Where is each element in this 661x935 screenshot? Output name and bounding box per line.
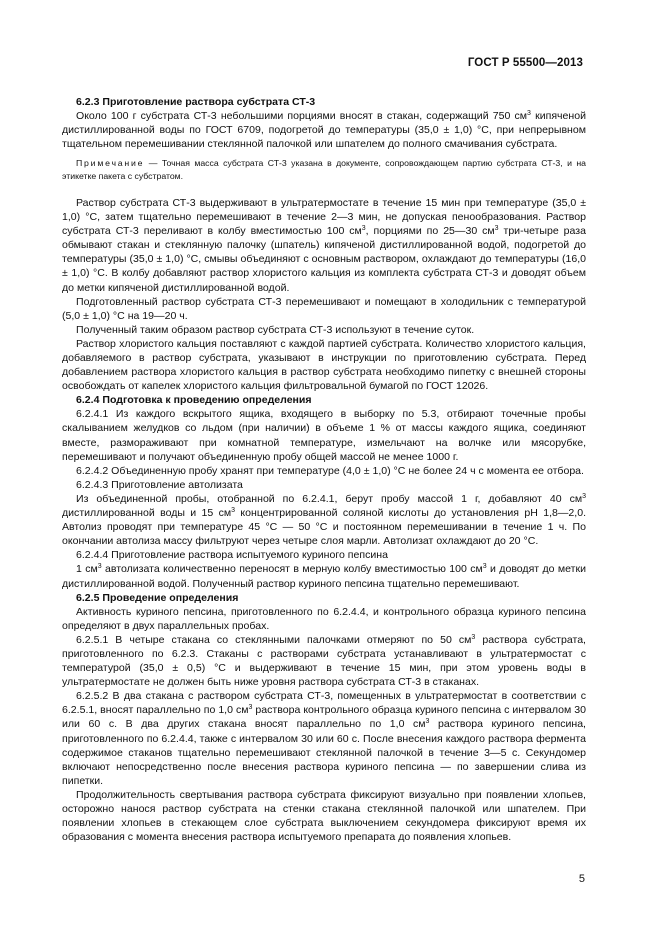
text-run: три-четыре раза обмывают стакан и стеклянную палочку (шпатель) кипяченой дистиллированной водой, подогретой до температуры (35,0 ± 1,0) °С, смывы объединяют с основным раствором, охлаждают до температуры (16,0 ± 1,0) °С. В колбу добавляют раствор хлористого кальция из комплекта субстрата СТ-3 и доводят объем до метки кипяченой дистиллированной водой. — [62, 225, 586, 294]
body-paragraph — [62, 562, 586, 590]
body-paragraph — [62, 464, 586, 478]
text-run: Около 100 г субстрата СТ-3 небольшими порциями вносят в стакан, содержащий 750 см — [76, 110, 528, 123]
unit-superscript: 3 — [361, 225, 366, 233]
body-paragraph — [62, 337, 586, 393]
text-run: дистиллированной воды и 15 см — [62, 507, 232, 520]
body-paragraph — [62, 407, 586, 463]
body-paragraph — [62, 492, 586, 548]
text-run: раствора субстрата, приготовленного по 6.2.3. Стаканы с растворами субстрата устанавливают в ультратермостат с температурой (35,0 ± 0,5) °С и выдерживают в течение 15 мин, при этом уровень воды в ультратермостате не должен быть ниже уровня раствора субстрата СТ-3 в стаканах. — [62, 633, 586, 689]
page-number: 5 — [578, 873, 585, 885]
body-paragraph — [62, 323, 586, 337]
text-run: 6.2.4.3 Приготовление автолизата — [76, 478, 243, 491]
section-heading: 6.2.5 Проведение определения — [76, 591, 239, 604]
text-run: 6.2.4.1 Из каждого вскрытого ящика, входящего в выборку по 5.3, отбирают точечные пробы скалыванием желудков со льдом (при наличии) в объеме 1 % от массы каждого ящика, соединяют вместе, размораживают при комнатной температуре, измельчают на волчке или мясорубке, перемешивают и получают объединенную пробу общей массой не менее 1000 г. — [62, 408, 586, 463]
body-paragraph — [62, 788, 586, 844]
unit-superscript: 3 — [494, 225, 499, 233]
document-body — [62, 95, 586, 844]
text-run: Подготовленный раствор субстрата СТ-3 перемешивают и помещают в холодильник с температурой (5,0 ± 1,0) °С на 19—20 ч. — [62, 295, 586, 322]
text-run: кипяченой дистиллированной воды по ГОСТ 6709, подогретой до температуры (35,0 ± 1,0) °С, при непрерывном тщательном перемешивании стеклянной палочкой или шпателем до полного смачивания субстрата. — [62, 110, 586, 151]
text-run: 1 см — [76, 563, 98, 576]
text-run: Продолжительность свертывания раствора субстрата фиксируют визуально при появлении хлопьев, осторожно нанося раствор субстрата на стенки стакана стеклянной палочкой или шпателем. При появлении хлопьев в стекающем слое субстрата выключением секундомера фиксируют время их образования с момента внесения раствора испытуемого препарата до появления хлопьев. — [62, 788, 586, 844]
note-label: Примечание — [76, 158, 145, 169]
text-run: Раствор субстрата СТ-3 выдерживают в ультратермостате в течение 15 мин при температуре (35,0 ± 1,0) °С, затем тщательно перемешивают в течение 2—3 мин, не допуская пенообразования. Раствор субстрата СТ-3 переливают в колбу вместимостью 100 см — [62, 196, 586, 238]
unit-superscript: 3 — [582, 492, 586, 500]
text-run: Активность куриного пепсина, приготовленного по 6.2.4.4, и контрольного образца куриного пепсина определяют в двух параллельных пробах. — [62, 605, 586, 632]
text-run: раствора контрольного образца куриного пепсина с интервалом 30 или 60 с. В два других стакана вносят параллельно по 1,0 см — [62, 704, 586, 731]
text-run: автолизата количественно переносят в мерную колбу вместимостью 100 см — [101, 563, 483, 576]
unit-superscript: 3 — [471, 633, 476, 641]
unit-superscript: 3 — [425, 718, 430, 726]
body-paragraph — [62, 689, 586, 788]
note-text: — Точная масса субстрата СТ-3 указана в документе, сопровождающем партию субстрата СТ-3, и на этикетке пакета с субстратом. — [62, 158, 586, 182]
unit-superscript: 3 — [97, 563, 102, 571]
body-paragraph — [62, 605, 586, 633]
text-run: 6.2.4.4 Приготовление раствора испытуемого куриного пепсина — [76, 549, 388, 562]
text-run: 6.2.5.2 В два стакана с раствором субстрата СТ-3, помещенных в ультратермостат в соответствии с 6.2.5.1, вносят параллельно по 1,0 см — [62, 690, 586, 717]
body-paragraph — [62, 295, 586, 323]
body-paragraph — [62, 109, 586, 151]
body-paragraph — [62, 548, 586, 562]
text-run: раствора куриного пепсина, приготовленного по 6.2.4.4, также с интервалом 30 или 60 с. После внесения каждого раствора фермента содержимое стаканов тщательно перемешивают стеклянной палочкой в течение 3—5 с. Секундомер включают непосредственно после внесения раствора куриного пепсина — по завершении слива из пипетки. — [62, 718, 586, 787]
text-run: 6.2.5.1 В четыре стакана со стеклянными палочками отмеряют по 50 см — [76, 633, 472, 646]
body-paragraph — [62, 196, 586, 295]
unit-superscript: 3 — [482, 563, 487, 571]
text-run: Полученный таким образом раствор субстрата СТ-3 используют в течение суток. — [76, 323, 475, 336]
text-run: Из объединенной пробы, отобранной по 6.2.4.1, берут пробу массой 1 г, добавляют 40 см — [76, 492, 583, 505]
text-run: , порциями по 25—30 см — [365, 225, 495, 238]
text-run: концентрированной соляной кислоты до установления рН 1,8—2,0. Автолиз проводят при температуре 45 °С — 50 °С и постоянном перемешивании в течение 1 ч. По окончании автолиза массу фильтруют через четыре слоя марли. Автолизат охлаждают до 20 °С. — [62, 507, 586, 548]
text-run: и доводят до метки дистиллированной водой. Полученный раствор куриного пепсина тщательно перемешивают. — [62, 563, 586, 590]
text-run: 6.2.4.2 Объединенную пробу хранят при температуре (4,0 ± 1,0) °С не более 24 ч с момента ее отбора. — [76, 464, 584, 477]
note-paragraph — [62, 157, 586, 183]
unit-superscript: 3 — [231, 507, 236, 515]
section-heading: 6.2.3 Приготовление раствора субстрата СТ-3 — [76, 96, 316, 108]
section-heading: 6.2.4 Подготовка к проведению определения — [76, 394, 312, 407]
body-paragraph — [62, 478, 586, 492]
text-run: Раствор хлористого кальция поставляют с каждой партией субстрата. Количество хлористого кальция, добавляемого в раствор субстрата, указывают в инструкции по приготовлению субстрата. Перед добавлением раствора хлористого кальция в раствор субстрата необходимо пипетку с внешней стороны освобождать от капелек хлористого кальция фильтровальной бумагой по ГОСТ 12026. — [62, 337, 586, 393]
unit-superscript: 3 — [527, 110, 531, 118]
unit-superscript: 3 — [248, 704, 253, 712]
body-paragraph — [62, 633, 586, 689]
document-header-id: ГОСТ Р 55500—2013 — [467, 57, 583, 69]
